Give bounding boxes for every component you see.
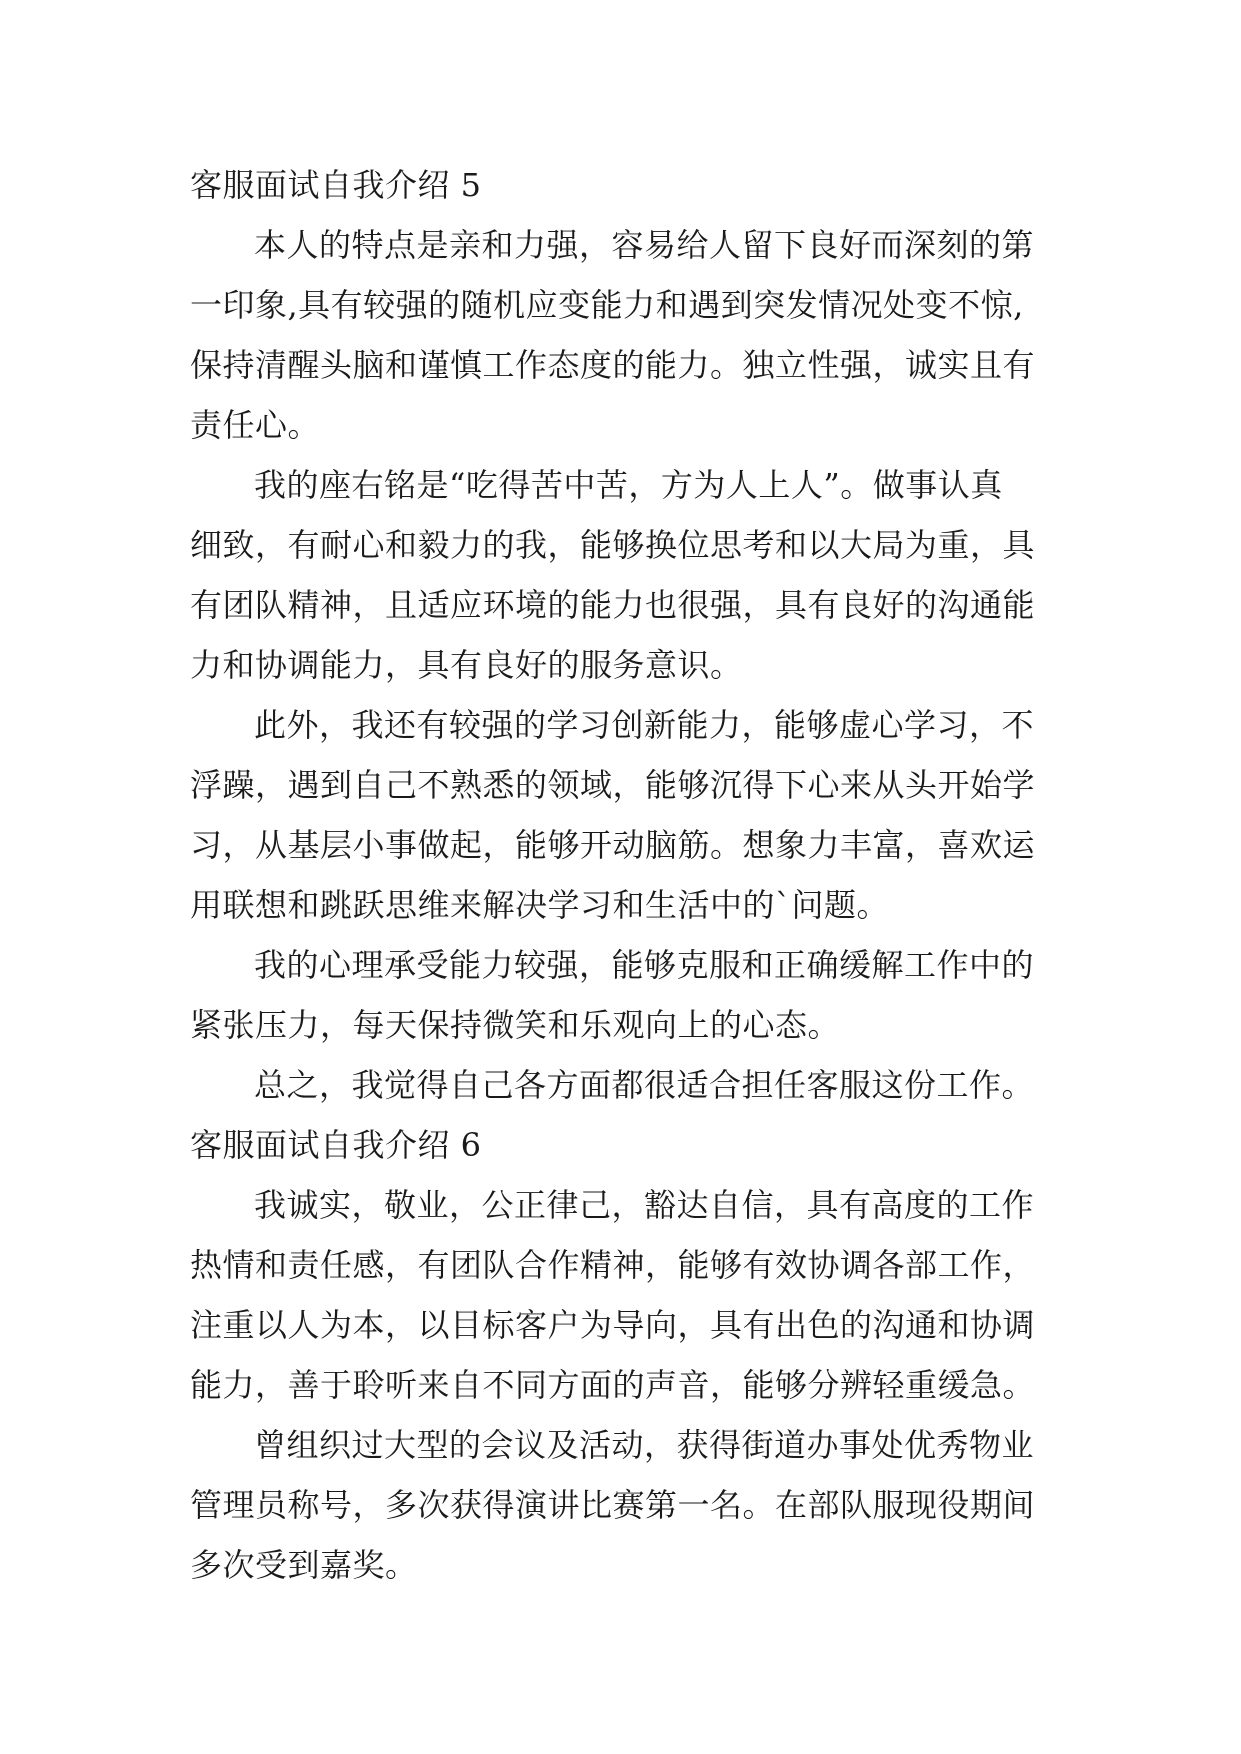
document-body <box>190 155 1090 1595</box>
paragraph-line: 热情和责任感，有团队合作精神，能够有效协调各部工作， <box>190 1246 1036 1284</box>
paragraph-line: 总之，我觉得自己各方面都很适合担任客服这份工作。 <box>254 1066 1035 1104</box>
paragraph-line: 力和协调能力，具有良好的服务意识。 <box>190 646 743 684</box>
paragraph-line: 保持清醒头脑和谨慎工作态度的能力。独立性强，诚实且有 <box>190 346 1036 384</box>
paragraph-line: 管理员称号，多次获得演讲比赛第一名。在部队服现役期间 <box>190 1486 1036 1524</box>
paragraph-line: 注重以人为本，以目标客户为导向，具有出色的沟通和协调 <box>190 1306 1036 1344</box>
paragraph-line: 习，从基层小事做起，能够开动脑筋。想象力丰富，喜欢运 <box>190 826 1036 864</box>
paragraph-line: 一印象,具有较强的随机应变能力和遇到突发情况处变不惊, <box>190 286 1024 324</box>
paragraph-line: 此外，我还有较强的学习创新能力，能够虚心学习，不 <box>254 706 1035 744</box>
paragraph-line: 细致，有耐心和毅力的我，能够换位思考和以大局为重，具 <box>190 526 1036 564</box>
paragraph-line: 我诚实，敬业，公正律己，豁达自信，具有高度的工作 <box>254 1186 1035 1224</box>
paragraph-line: 我的心理承受能力较强，能够克服和正确缓解工作中的 <box>254 946 1035 984</box>
paragraph-line: 用联想和跳跃思维来解决学习和生活中的`问题。 <box>190 886 890 924</box>
paragraph-line: 浮躁，遇到自己不熟悉的领域，能够沉得下心来从头开始学 <box>190 766 1036 804</box>
paragraph-line: 多次受到嘉奖。 <box>190 1546 418 1584</box>
paragraph-line: 紧张压力，每天保持微笑和乐观向上的心态。 <box>190 1006 841 1044</box>
paragraph-line: 曾组织过大型的会议及活动，获得街道办事处优秀物业 <box>254 1426 1035 1464</box>
paragraph-line: 我的座右铭是“吃得苦中苦，方为人上人”。做事认真 <box>254 466 1003 504</box>
paragraph-line: 能力，善于聆听来自不同方面的声音，能够分辨轻重缓急。 <box>190 1366 1036 1404</box>
paragraph-line: 本人的特点是亲和力强，容易给人留下良好而深刻的第 <box>254 226 1035 264</box>
paragraph-line: 有团队精神，且适应环境的能力也很强，具有良好的沟通能 <box>190 586 1036 624</box>
section-heading: 客服面试自我介绍 5 <box>190 166 482 204</box>
paragraph-line: 责任心。 <box>190 406 321 444</box>
section-heading: 客服面试自我介绍 6 <box>190 1126 482 1164</box>
